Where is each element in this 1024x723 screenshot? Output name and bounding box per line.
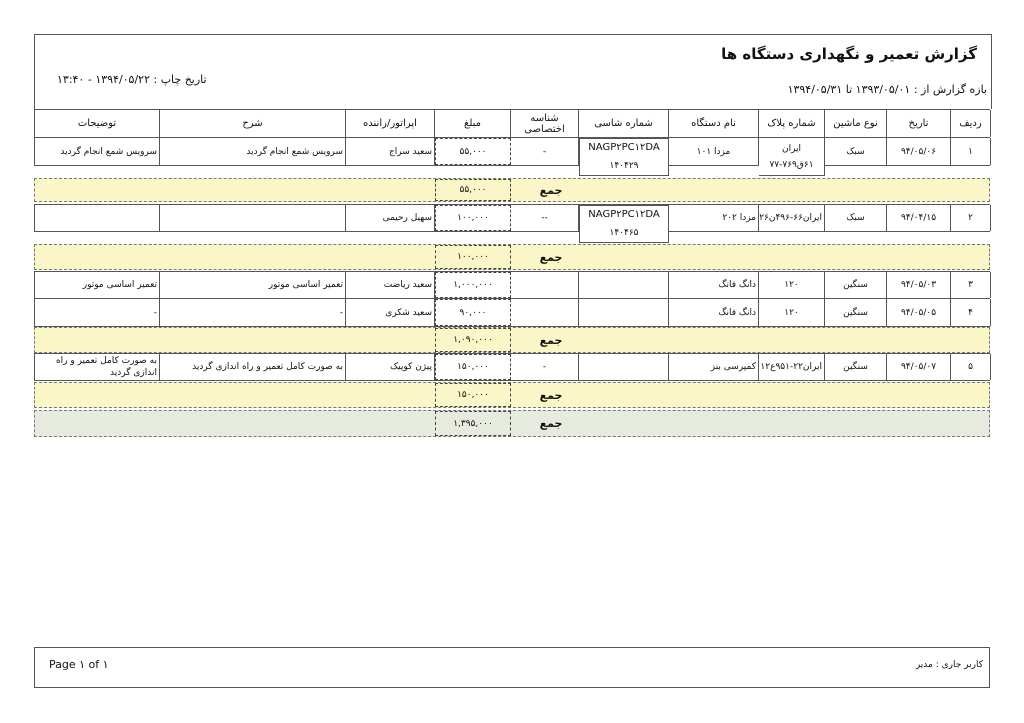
- cell-operator: سعید سراج: [346, 138, 435, 165]
- cell-operator: سعید ریاضت: [346, 272, 435, 298]
- col-id: شناسه اختصاصی: [511, 110, 579, 137]
- cell-desc: [160, 205, 346, 231]
- sum-amount: ۱,۰۹۰,۰۰۰: [435, 328, 511, 352]
- cell-desc: به صورت کامل تعمیر و راه اندازی گردید: [160, 354, 346, 380]
- cell-operator: سهیل رحیمی: [346, 205, 435, 231]
- table-row: [34, 353, 990, 381]
- cell-type: سبک: [825, 205, 887, 231]
- sum-label: جمع: [539, 250, 563, 264]
- current-user: کاربر جاری : مدیر: [915, 660, 983, 670]
- cell-chassis: [579, 205, 669, 243]
- cell-desc: تعمیر اساسی موتور: [160, 272, 346, 298]
- cell-type: سنگین: [825, 354, 887, 380]
- cell-row: ۱: [951, 138, 991, 165]
- cell-type: سبک: [825, 138, 887, 165]
- cell-date: ۹۴/۰۴/۱۵: [887, 205, 951, 231]
- cell-row: ۴: [951, 299, 991, 326]
- col-type: نوع ماشین: [825, 110, 887, 137]
- cell-row: ۲: [951, 205, 991, 231]
- cell-device: کمپرسی بنز: [669, 354, 759, 380]
- cell-id: [511, 272, 579, 298]
- cell-notes: تعمیر اساسی موتور: [35, 272, 160, 298]
- col-row: ردیف: [951, 110, 991, 137]
- grand-total-label: جمع: [539, 417, 563, 430]
- cell-plate: ایران۲۲-۹۵۱ع۱۲: [759, 354, 825, 380]
- cell-amount: ۱,۰۰۰,۰۰۰: [435, 272, 511, 298]
- col-device: نام دستگاه: [669, 110, 759, 137]
- report-range: بازه گزارش از : ۱۳۹۳/۰۵/۰۱ تا ۱۳۹۴/۰۵/۳۱: [787, 83, 987, 96]
- cell-chassis: [579, 354, 669, 380]
- cell-date: ۹۴/۰۵/۰۷: [887, 354, 951, 380]
- cell-type: سنگین: [825, 299, 887, 326]
- table-header: [34, 109, 990, 138]
- sum-label: جمع: [539, 183, 563, 197]
- col-operator: اپراتور/راننده: [346, 110, 435, 137]
- cell-amount: ۹۰,۰۰۰: [435, 299, 511, 326]
- cell-device: دانگ فانگ: [669, 299, 759, 326]
- plate-line1: ایران: [781, 143, 802, 154]
- cell-notes: -: [35, 299, 160, 326]
- col-plate: شماره پلاک: [759, 110, 825, 137]
- cell-plate: ایران۶۶-۴۹۶ن۲۶: [759, 205, 825, 231]
- cell-type: سنگین: [825, 272, 887, 298]
- grand-total-amount: ۱,۳۹۵,۰۰۰: [435, 411, 511, 436]
- sum-row: [34, 178, 990, 202]
- cell-id: -: [511, 354, 579, 380]
- table-row: [34, 299, 990, 327]
- table-row: [34, 271, 990, 299]
- col-amount: مبلغ: [435, 110, 511, 137]
- chassis-line1: NAGP۲PC۱۲DA: [588, 209, 660, 220]
- chassis-line1: NAGP۲PC۱۲DA: [588, 142, 660, 153]
- col-notes: توضیحات: [35, 110, 160, 137]
- cell-operator: سعید شکری: [346, 299, 435, 326]
- report-title: گزارش تعمیر و نگهداری دستگاه ها: [721, 45, 977, 63]
- cell-row: ۳: [951, 272, 991, 298]
- report-footer: [34, 647, 990, 688]
- cell-row: ۵: [951, 354, 991, 380]
- sum-amount: ۱۵۰,۰۰۰: [435, 383, 511, 407]
- cell-device: مزدا ۱۰۱: [669, 138, 759, 165]
- table-row: [34, 204, 990, 238]
- cell-device: دانگ فانگ: [669, 272, 759, 298]
- sum-row: [34, 382, 990, 408]
- cell-plate: ۱۲۰: [759, 272, 825, 298]
- cell-notes: [35, 205, 160, 231]
- sum-amount: ۱۰۰,۰۰۰: [435, 245, 511, 269]
- cell-amount: ۵۵,۰۰۰: [435, 138, 511, 165]
- report-header: [34, 34, 992, 109]
- col-date: تاریخ: [887, 110, 951, 137]
- cell-id: [511, 299, 579, 326]
- cell-date: ۹۴/۰۵/۰۵: [887, 299, 951, 326]
- cell-desc: -: [160, 299, 346, 326]
- cell-amount: ۱۰۰,۰۰۰: [435, 205, 511, 231]
- grand-total-row: [34, 410, 990, 437]
- cell-id: --: [511, 205, 579, 231]
- cell-notes: سرویس شمع انجام گردید: [35, 138, 160, 165]
- cell-operator: پیژن کوپیک: [346, 354, 435, 380]
- cell-notes: به صورت کامل تعمیر و راه اندازی گردید: [35, 354, 160, 380]
- cell-plate: ۱۲۰: [759, 299, 825, 326]
- cell-chassis: [579, 272, 669, 298]
- chassis-line2: ۱۴۰۴۲۹: [609, 161, 639, 171]
- cell-device: مزدا ۲۰۲: [669, 205, 759, 231]
- plate-line2: ۶۱ق۷۶۹-۷۷: [769, 159, 814, 170]
- cell-chassis: [579, 299, 669, 326]
- sum-label: جمع: [539, 388, 563, 402]
- sum-amount: ۵۵,۰۰۰: [435, 179, 511, 201]
- cell-date: ۹۴/۰۵/۰۳: [887, 272, 951, 298]
- cell-date: ۹۴/۰۵/۰۶: [887, 138, 951, 165]
- cell-amount: ۱۵۰,۰۰۰: [435, 354, 511, 380]
- sum-label: جمع: [539, 333, 563, 347]
- sum-row: [34, 327, 990, 353]
- chassis-line2: ۱۴۰۴۶۵: [609, 228, 639, 238]
- cell-id: -: [511, 138, 579, 165]
- col-chassis: شماره شاسی: [579, 110, 669, 137]
- print-date: تاریخ چاپ : ۱۳۹۴/۰۵/۲۲ - ۱۳:۴۰: [57, 73, 207, 86]
- cell-desc: سرویس شمع انجام گردید: [160, 138, 346, 165]
- page-number: Page ۱ of ۱: [49, 658, 109, 671]
- col-desc: شرح: [160, 110, 346, 137]
- cell-plate: [759, 138, 825, 176]
- cell-chassis: [579, 138, 669, 176]
- sum-row: [34, 244, 990, 270]
- table-row: [34, 138, 990, 171]
